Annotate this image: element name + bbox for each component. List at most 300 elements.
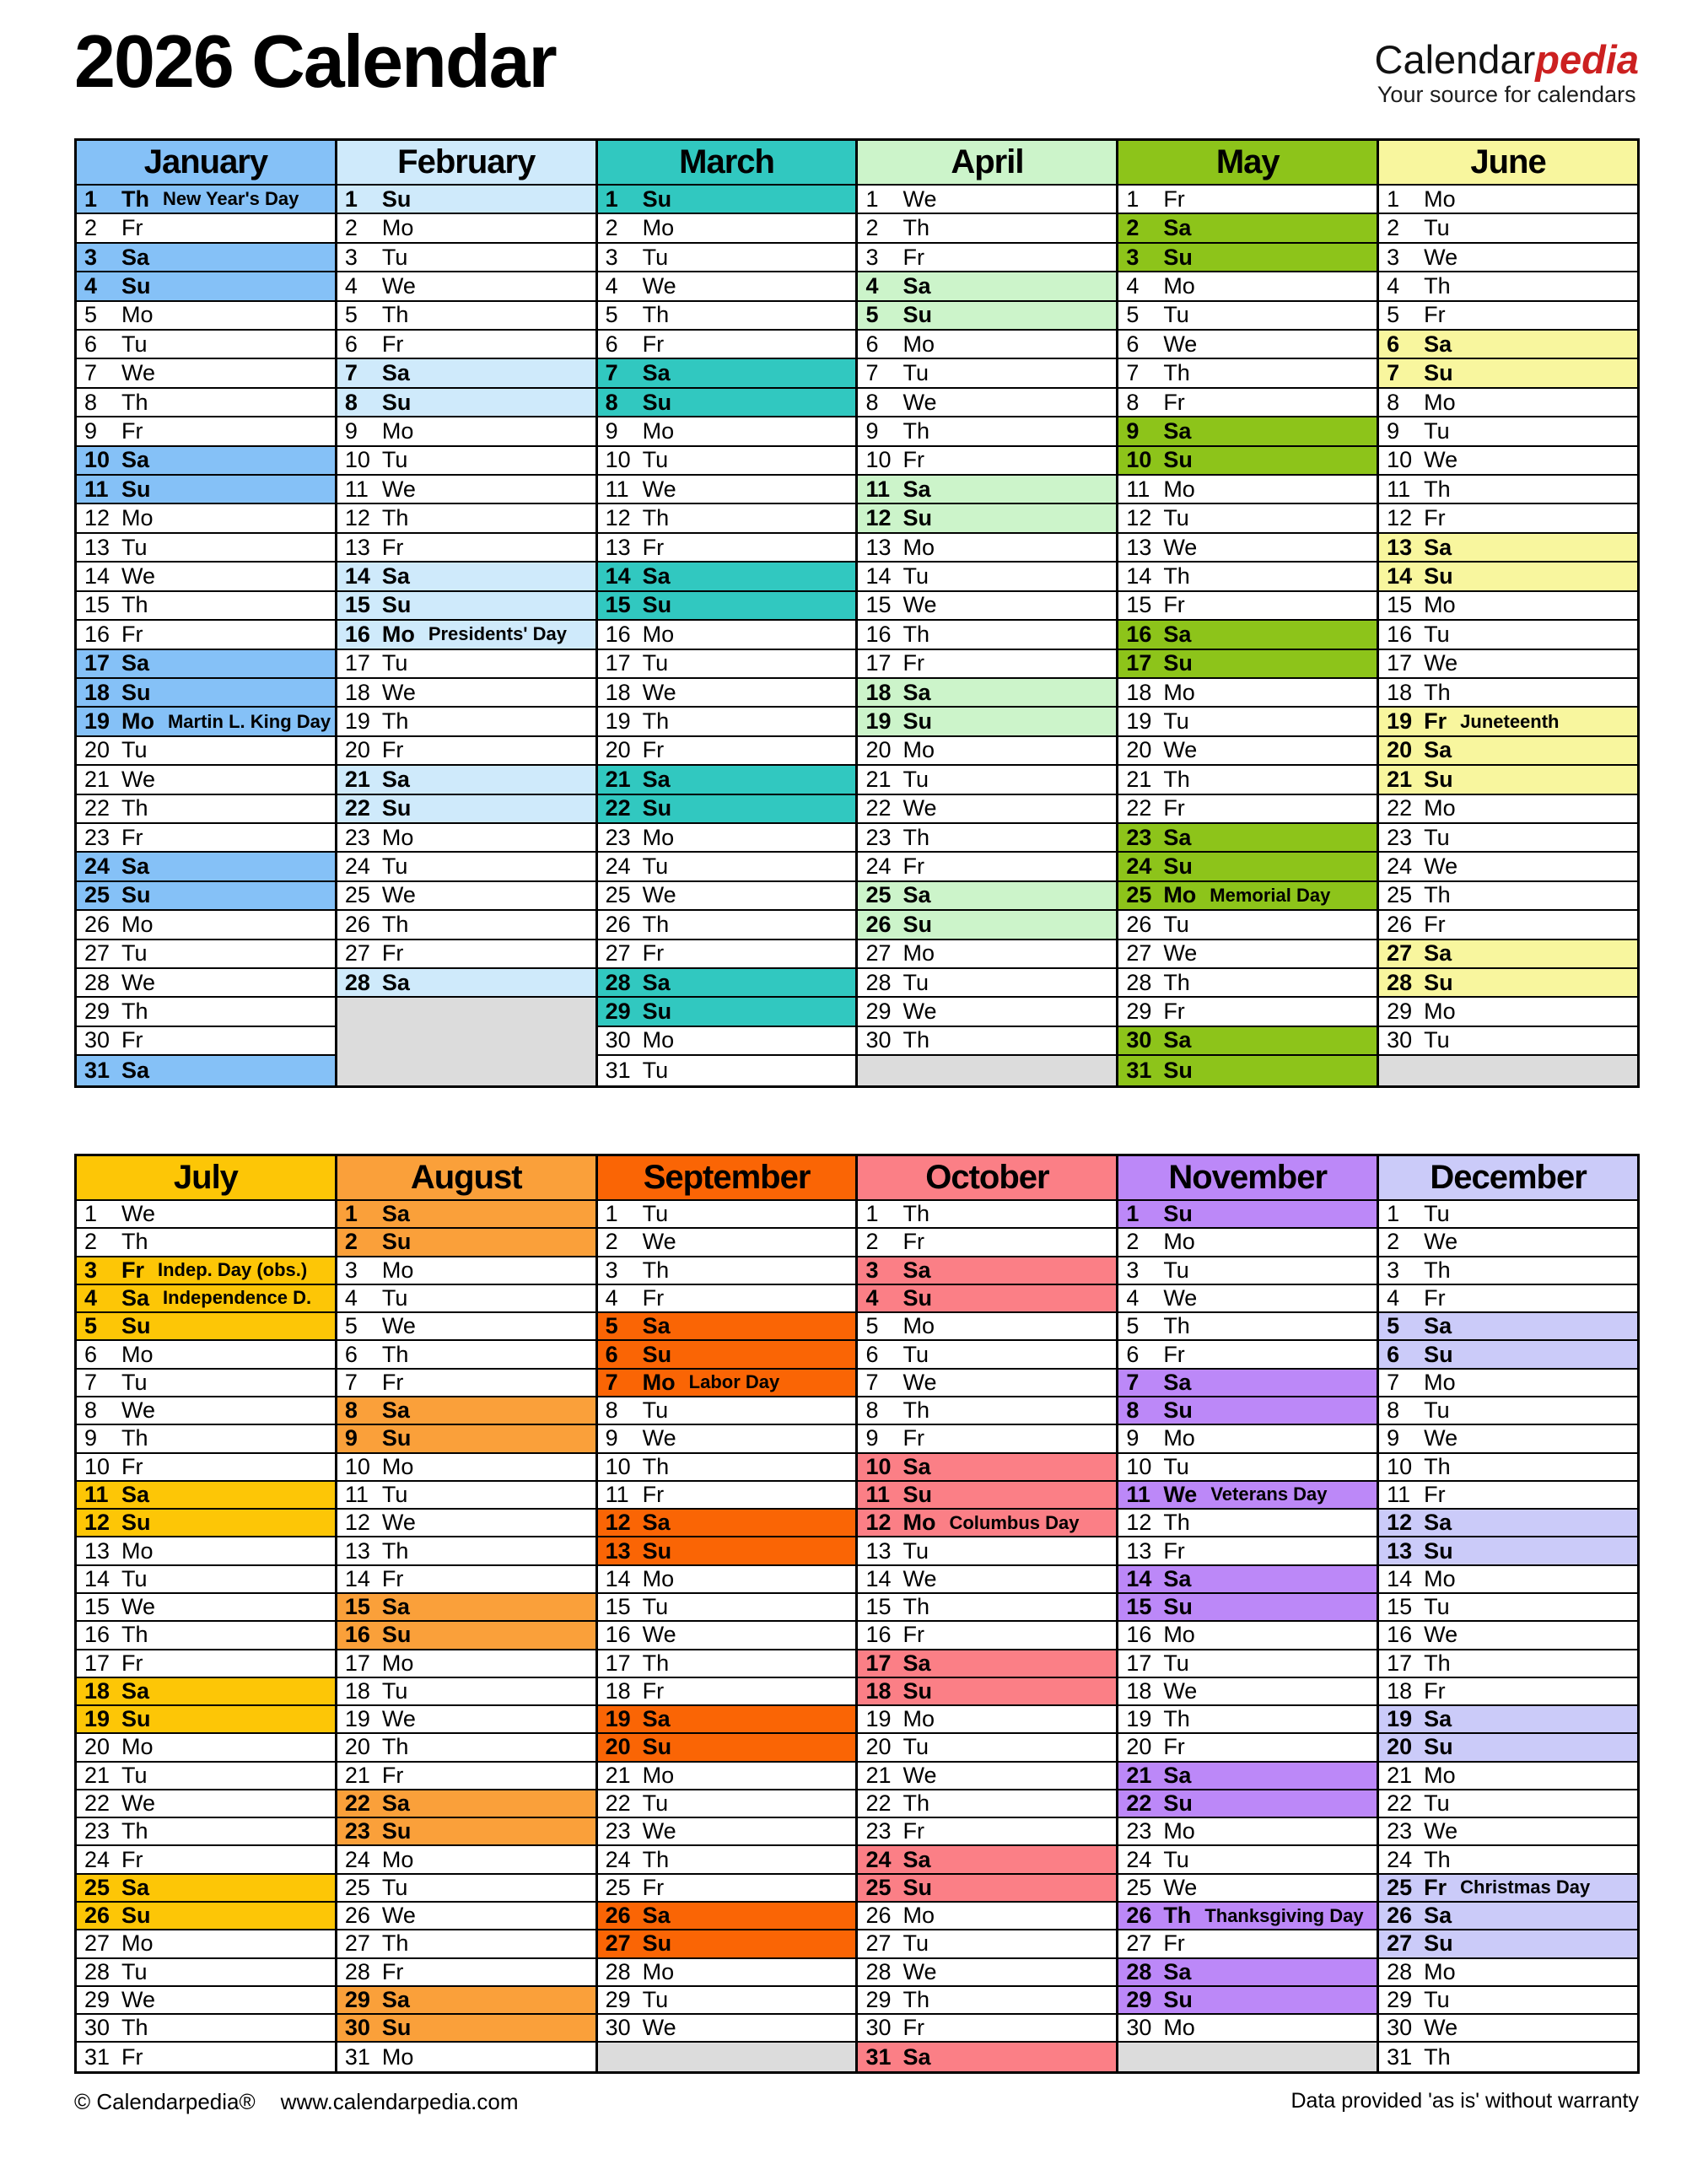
day-number: 4 [1126, 272, 1140, 299]
day-number: 12 [1387, 1510, 1413, 1536]
day-cell-july-7 [77, 1370, 335, 1397]
day-number: 14 [865, 1565, 892, 1591]
day-of-week: Sa [902, 272, 931, 299]
month-column-october [855, 1156, 1116, 2071]
day-number: 1 [865, 1201, 879, 1227]
month-column-april [855, 141, 1116, 1085]
day-of-week: Tu [902, 969, 929, 995]
day-of-week: Mo [121, 505, 154, 531]
day-cell-february-18 [337, 679, 595, 708]
day-cell-february-16 [337, 621, 595, 649]
day-number: 23 [1387, 1818, 1413, 1844]
month-header-january: January [77, 141, 335, 186]
day-number: 30 [1126, 1027, 1152, 1053]
day-of-week: Fr [1163, 999, 1185, 1025]
day-number: 25 [1387, 1874, 1413, 1900]
day-number: 19 [1387, 1706, 1413, 1732]
day-cell-february-12 [337, 504, 595, 533]
day-cell-january-4 [77, 272, 335, 301]
day-of-week: Sa [381, 1397, 410, 1424]
day-number: 31 [865, 2043, 892, 2070]
day-of-week: We [1163, 1677, 1198, 1704]
day-cell-july-25 [77, 1875, 335, 1903]
day-cell-january-16 [77, 621, 335, 649]
day-cell-july-15 [77, 1594, 335, 1622]
day-number: 7 [1387, 1369, 1400, 1395]
day-cell-december-6 [1379, 1341, 1637, 1369]
day-cell-january-12 [77, 504, 335, 533]
day-number: 11 [605, 476, 629, 502]
day-cell-february-17 [337, 650, 595, 679]
day-number: 7 [1126, 360, 1140, 386]
day-number: 12 [344, 1510, 370, 1536]
day-number: 26 [344, 911, 370, 937]
day-of-week: Tu [902, 1734, 929, 1760]
day-number: 8 [1126, 389, 1140, 415]
day-number: 31 [1387, 2043, 1413, 2070]
day-cell-june-21 [1379, 766, 1637, 794]
day-cell-november-10 [1118, 1454, 1377, 1482]
day-of-week: Th [902, 1397, 929, 1424]
day-of-week: Fr [121, 1027, 143, 1053]
day-of-week: Mo [1424, 389, 1456, 415]
day-number: 20 [1126, 737, 1152, 763]
day-number: 27 [84, 1930, 110, 1957]
day-of-week: We [121, 563, 156, 589]
empty-filler-cell [1379, 1056, 1637, 1085]
day-number: 2 [84, 215, 98, 241]
day-cell-june-1 [1379, 186, 1637, 214]
day-of-week: We [642, 1425, 676, 1451]
day-of-week: Tu [642, 447, 669, 473]
day-cell-december-5 [1379, 1313, 1637, 1341]
day-of-week: We [642, 882, 676, 908]
day-of-week: We [1424, 853, 1458, 880]
holiday-label: Presidents' Day [428, 623, 568, 645]
day-number: 3 [1387, 1257, 1400, 1283]
day-number: 12 [84, 505, 110, 531]
day-of-week: Fr [902, 853, 924, 880]
footer-copyright: © Calendarpedia® [74, 2089, 256, 2114]
day-number: 19 [84, 708, 110, 735]
day-of-week: Fr [1424, 911, 1446, 937]
day-of-week: Sa [1163, 1565, 1192, 1591]
day-cell-april-14 [858, 563, 1116, 591]
day-number: 9 [605, 417, 618, 444]
day-number: 30 [865, 1027, 892, 1053]
day-of-week: We [121, 1594, 156, 1620]
day-cell-august-19 [337, 1706, 595, 1734]
day-number: 3 [1126, 1257, 1140, 1283]
day-cell-february-7 [337, 359, 595, 388]
day-of-week: Su [902, 1874, 932, 1900]
day-number: 25 [344, 1874, 370, 1900]
day-of-week: Sa [902, 476, 931, 502]
day-of-week: Sa [1163, 1762, 1192, 1788]
month-header-july: July [77, 1156, 335, 1201]
day-of-week: Mo [121, 1734, 154, 1760]
day-of-week: Fr [902, 447, 924, 473]
day-of-week: Sa [902, 1257, 931, 1283]
day-of-week: Th [381, 505, 409, 531]
day-cell-october-13 [858, 1537, 1116, 1565]
day-number: 28 [1387, 969, 1413, 995]
day-number: 15 [344, 1594, 370, 1620]
day-of-week: We [642, 1622, 676, 1648]
day-of-week: Sa [1424, 1706, 1452, 1732]
day-cell-august-26 [337, 1903, 595, 1930]
month-column-august [335, 1156, 595, 2071]
day-cell-december-30 [1379, 2015, 1637, 2043]
day-number: 17 [865, 1650, 892, 1676]
day-cell-april-20 [858, 737, 1116, 766]
day-cell-november-6 [1118, 1341, 1377, 1369]
day-number: 15 [865, 1594, 892, 1620]
day-of-week: Mo [381, 2043, 414, 2070]
day-cell-august-14 [337, 1566, 595, 1594]
day-cell-may-19 [1118, 708, 1377, 736]
day-number: 16 [865, 621, 892, 647]
month-header-february: February [337, 141, 595, 186]
day-of-week: Th [1424, 679, 1451, 705]
day-number: 3 [84, 244, 98, 270]
day-of-week: Sa [381, 1594, 410, 1620]
day-of-week: Tu [642, 244, 669, 270]
day-cell-august-17 [337, 1650, 595, 1678]
day-number: 19 [605, 708, 631, 735]
day-cell-march-4 [598, 272, 856, 301]
day-of-week: Mo [1163, 1622, 1195, 1648]
day-cell-july-21 [77, 1763, 335, 1790]
day-cell-february-6 [337, 331, 595, 359]
day-cell-august-27 [337, 1930, 595, 1958]
day-of-week: Tu [1163, 505, 1189, 531]
day-cell-march-27 [598, 940, 856, 969]
day-of-week: Su [1163, 1790, 1193, 1817]
day-of-week: Sa [381, 563, 410, 589]
day-of-week: Th [902, 417, 929, 444]
day-cell-march-18 [598, 679, 856, 708]
day-number: 29 [865, 999, 892, 1025]
day-of-week: Sa [642, 1313, 671, 1339]
day-number: 22 [1387, 795, 1413, 821]
day-cell-january-2 [77, 214, 335, 243]
day-number: 21 [1126, 1762, 1152, 1788]
day-of-week: Sa [642, 766, 671, 792]
day-number: 22 [1387, 1790, 1413, 1817]
day-cell-september-1 [598, 1201, 856, 1229]
day-cell-december-23 [1379, 1818, 1637, 1846]
day-cell-november-12 [1118, 1510, 1377, 1537]
day-cell-september-12 [598, 1510, 856, 1537]
day-of-week: Mo [121, 1341, 154, 1367]
day-number: 28 [84, 969, 110, 995]
day-cell-june-15 [1379, 592, 1637, 621]
day-of-week: Su [381, 1425, 412, 1451]
day-cell-june-27 [1379, 940, 1637, 969]
day-of-week: Th [642, 302, 670, 328]
day-number: 24 [865, 853, 892, 880]
day-number: 13 [865, 534, 892, 560]
day-of-week: Th [642, 1257, 670, 1283]
day-number: 31 [344, 2043, 370, 2070]
day-cell-july-1 [77, 1201, 335, 1229]
day-number: 2 [1126, 1229, 1140, 1255]
day-cell-march-9 [598, 417, 856, 446]
day-number: 4 [605, 272, 618, 299]
day-number: 24 [865, 1846, 892, 1872]
day-number: 7 [1387, 360, 1400, 386]
day-of-week: Sa [902, 2043, 931, 2070]
day-number: 23 [344, 824, 370, 850]
day-of-week: Th [1424, 1453, 1451, 1479]
day-number: 5 [1126, 1313, 1140, 1339]
day-of-week: Sa [642, 563, 671, 589]
day-number: 1 [605, 186, 618, 212]
day-of-week: Tu [642, 1201, 669, 1227]
month-header-august: August [337, 1156, 595, 1201]
day-of-week: Mo [642, 1762, 675, 1788]
day-of-week: Su [1163, 244, 1193, 270]
day-number: 1 [84, 186, 98, 212]
day-cell-january-25 [77, 882, 335, 911]
day-number: 20 [865, 737, 892, 763]
day-of-week: Su [1424, 1930, 1453, 1957]
day-number: 3 [865, 244, 879, 270]
day-of-week: Su [1424, 1734, 1453, 1760]
day-number: 8 [84, 389, 98, 415]
day-of-week: Su [1163, 853, 1193, 880]
day-cell-july-13 [77, 1537, 335, 1565]
day-of-week: Fr [381, 1369, 404, 1395]
day-cell-april-13 [858, 534, 1116, 563]
day-of-week: Tu [1163, 708, 1189, 735]
day-cell-september-19 [598, 1706, 856, 1734]
day-cell-august-6 [337, 1341, 595, 1369]
day-number: 21 [84, 766, 110, 792]
day-cell-october-18 [858, 1678, 1116, 1706]
day-cell-december-3 [1379, 1257, 1637, 1285]
day-number: 27 [344, 1930, 370, 1957]
day-cell-november-3 [1118, 1257, 1377, 1285]
day-of-week: Tu [642, 1790, 669, 1817]
day-of-week: We [902, 1369, 937, 1395]
day-of-week: Tu [902, 1930, 929, 1957]
day-cell-june-7 [1379, 359, 1637, 388]
day-of-week: Mo [1163, 882, 1197, 908]
day-cell-june-23 [1379, 824, 1637, 853]
day-cell-may-13 [1118, 534, 1377, 563]
day-number: 26 [1387, 1903, 1413, 1929]
day-cell-september-30 [598, 2015, 856, 2043]
day-of-week: Mo [121, 911, 154, 937]
day-of-week: Fr [642, 1677, 665, 1704]
day-of-week: Th [1424, 1846, 1451, 1872]
day-number: 27 [84, 940, 110, 966]
day-of-week: We [1163, 1481, 1198, 1507]
day-number: 1 [865, 186, 879, 212]
day-number: 6 [344, 331, 358, 357]
day-of-week: Su [381, 1229, 412, 1255]
calendar-bottom [74, 1154, 1640, 2074]
day-of-week: Tu [642, 1397, 669, 1424]
day-number: 6 [1126, 331, 1140, 357]
footer-url-link[interactable]: www.calendarpedia.com [280, 2089, 519, 2114]
day-number: 9 [1387, 417, 1400, 444]
day-cell-march-31 [598, 1056, 856, 1085]
day-cell-january-10 [77, 447, 335, 476]
day-number: 1 [605, 1201, 618, 1227]
day-of-week: Mo [902, 1510, 936, 1536]
empty-filler-cell [337, 998, 595, 1085]
day-cell-july-30 [77, 2015, 335, 2043]
day-number: 27 [865, 1930, 892, 1957]
day-number: 19 [1126, 708, 1152, 735]
day-cell-january-17 [77, 650, 335, 679]
day-of-week: Su [902, 1284, 932, 1311]
day-of-week: Su [121, 1510, 151, 1536]
day-number: 18 [1387, 1677, 1413, 1704]
day-of-week: Sa [1163, 621, 1192, 647]
day-number: 4 [1126, 1284, 1140, 1311]
day-cell-november-26 [1118, 1903, 1377, 1930]
day-of-week: Su [381, 1818, 412, 1844]
day-cell-june-3 [1379, 244, 1637, 272]
day-cell-august-12 [337, 1510, 595, 1537]
day-number: 9 [1126, 1425, 1140, 1451]
day-number: 2 [1126, 215, 1140, 241]
day-cell-march-19 [598, 708, 856, 736]
day-of-week: Mo [902, 1313, 935, 1339]
day-cell-april-24 [858, 853, 1116, 881]
day-cell-june-19 [1379, 708, 1637, 736]
calendarpedia-logo [1375, 39, 1640, 108]
day-number: 20 [344, 737, 370, 763]
day-cell-february-24 [337, 853, 595, 881]
day-number: 8 [1126, 1397, 1140, 1424]
day-of-week: We [1424, 1622, 1458, 1648]
day-cell-november-13 [1118, 1537, 1377, 1565]
day-number: 22 [865, 795, 892, 821]
day-of-week: Mo [642, 1027, 675, 1053]
day-number: 8 [865, 389, 879, 415]
day-of-week: Mo [1424, 999, 1456, 1025]
day-number: 21 [605, 1762, 631, 1788]
day-number: 9 [344, 417, 358, 444]
day-number: 16 [344, 1622, 370, 1648]
day-of-week: We [902, 795, 937, 821]
day-cell-march-23 [598, 824, 856, 853]
day-cell-may-20 [1118, 737, 1377, 766]
day-cell-april-26 [858, 911, 1116, 940]
day-of-week: Th [902, 1987, 929, 2013]
day-of-week: Fr [381, 1958, 404, 1984]
day-number: 3 [84, 1257, 98, 1283]
day-number: 2 [605, 1229, 618, 1255]
day-cell-may-1 [1118, 186, 1377, 214]
day-number: 17 [1126, 1650, 1152, 1676]
day-cell-december-25 [1379, 1875, 1637, 1903]
day-of-week: Mo [121, 302, 154, 328]
day-number: 6 [605, 331, 618, 357]
day-number: 8 [344, 389, 358, 415]
day-number: 19 [84, 1706, 110, 1732]
day-cell-september-3 [598, 1257, 856, 1285]
day-of-week: Th [1424, 2043, 1451, 2070]
day-cell-june-25 [1379, 882, 1637, 911]
day-number: 18 [605, 679, 631, 705]
day-of-week: We [1163, 534, 1198, 560]
day-cell-august-8 [337, 1397, 595, 1425]
day-of-week: We [642, 679, 676, 705]
day-cell-june-5 [1379, 302, 1637, 331]
holiday-label: Labor Day [688, 1371, 780, 1393]
day-cell-december-15 [1379, 1594, 1637, 1622]
day-cell-december-13 [1379, 1537, 1637, 1565]
day-cell-december-21 [1379, 1763, 1637, 1790]
day-number: 27 [344, 940, 370, 966]
day-of-week: Su [381, 389, 412, 415]
day-of-week: Su [121, 1313, 151, 1339]
holiday-label: Thanksgiving Day [1204, 1904, 1364, 1926]
day-number: 5 [605, 302, 618, 328]
day-cell-january-9 [77, 417, 335, 446]
day-number: 21 [1387, 766, 1413, 792]
day-cell-october-9 [858, 1425, 1116, 1453]
day-of-week: Tu [902, 1537, 929, 1564]
day-number: 15 [605, 592, 631, 618]
day-of-week: We [1163, 1874, 1198, 1900]
day-of-week: Fr [1163, 389, 1185, 415]
day-of-week: We [121, 1201, 156, 1227]
day-of-week: We [121, 969, 156, 995]
day-cell-may-31 [1118, 1056, 1377, 1085]
day-number: 31 [84, 1057, 110, 1083]
day-of-week: Su [381, 2015, 412, 2041]
day-number: 28 [1387, 1958, 1413, 1984]
day-of-week: Mo [381, 1846, 414, 1872]
day-number: 9 [344, 1425, 358, 1451]
day-cell-october-1 [858, 1201, 1116, 1229]
day-cell-december-11 [1379, 1482, 1637, 1510]
day-number: 28 [865, 969, 892, 995]
day-of-week: Fr [381, 1762, 404, 1788]
day-cell-october-2 [858, 1229, 1116, 1257]
day-of-week: Th [1163, 969, 1190, 995]
holiday-label: Indep. Day (obs.) [158, 1259, 308, 1281]
day-number: 5 [1387, 1313, 1400, 1339]
day-of-week: Su [642, 795, 672, 821]
month-column-february [335, 141, 595, 1085]
day-cell-february-3 [337, 244, 595, 272]
day-of-week: Tu [1163, 1650, 1189, 1676]
day-cell-august-4 [337, 1285, 595, 1313]
day-cell-march-30 [598, 1027, 856, 1056]
day-of-week: We [902, 1958, 937, 1984]
day-cell-april-19 [858, 708, 1116, 736]
day-number: 23 [605, 1818, 631, 1844]
day-of-week: Mo [642, 824, 675, 850]
day-number: 12 [1126, 505, 1152, 531]
day-of-week: Su [1163, 447, 1193, 473]
day-of-week: Tu [381, 1481, 408, 1507]
day-number: 17 [605, 650, 631, 676]
day-of-week: We [381, 679, 416, 705]
day-of-week: Fr [1424, 302, 1446, 328]
day-number: 15 [865, 592, 892, 618]
day-number: 23 [1387, 824, 1413, 850]
day-number: 30 [605, 2015, 631, 2041]
